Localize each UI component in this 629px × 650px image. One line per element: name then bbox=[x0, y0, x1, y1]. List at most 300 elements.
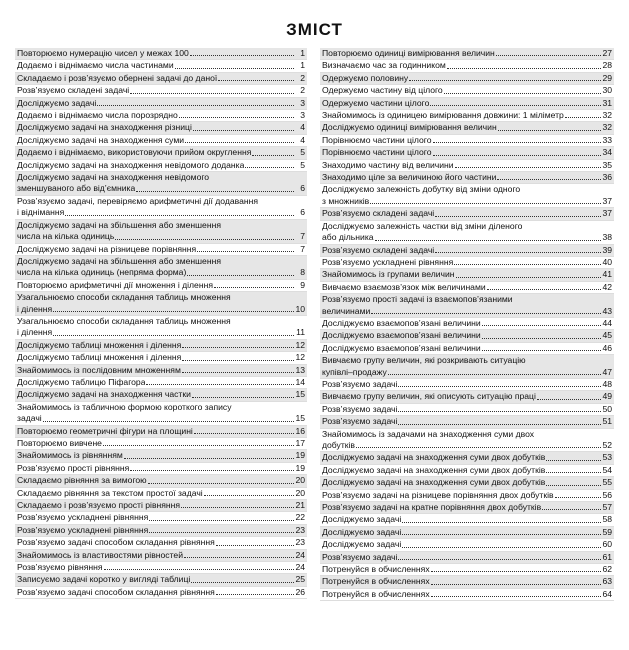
toc-entry-title: Додаємо і віднімаємо числа частинами bbox=[17, 60, 174, 71]
toc-entry-title: Знайомимось із табличною формою короткого запису bbox=[17, 401, 232, 412]
toc-entry-title: Досліджуємо задачі bbox=[322, 514, 402, 525]
toc-entry-title: Порівнюємо частини цілого bbox=[322, 134, 432, 145]
dot-leader bbox=[204, 494, 294, 496]
toc-entry-title: числа на кілька одиниць (непряма форма) bbox=[17, 267, 187, 278]
toc-page-number: 60 bbox=[602, 539, 612, 550]
toc-entry bbox=[320, 589, 614, 601]
toc-entry-title: Додаємо і віднімаємо числа порозрядно bbox=[17, 110, 178, 121]
toc-entry bbox=[320, 355, 614, 379]
toc-entry bbox=[320, 391, 614, 403]
toc-page-number: 37 bbox=[602, 208, 612, 219]
toc-entry bbox=[320, 576, 614, 588]
dot-leader bbox=[214, 286, 294, 288]
dot-leader bbox=[546, 471, 601, 473]
toc-entry-title: добутків bbox=[322, 440, 355, 450]
toc-entry-title: задачі bbox=[17, 413, 42, 424]
dot-leader bbox=[187, 274, 294, 276]
toc-page-number: 10 bbox=[295, 303, 305, 314]
toc-entry-title: Складаємо рівняння за текстом простої задачі bbox=[17, 487, 203, 498]
toc-entry-title: Досліджуємо таблиці множення і ділення bbox=[17, 339, 182, 350]
toc-page-number: 15 bbox=[295, 389, 305, 400]
toc-entry bbox=[320, 343, 614, 355]
dot-leader bbox=[184, 556, 294, 558]
toc-entry-title: Досліджуємо задачі на знаходження невідомого доданка bbox=[17, 159, 245, 170]
toc-entry-title: Досліджуємо задачі на збільшення або зменшення bbox=[17, 255, 221, 266]
toc-page-number: 6 bbox=[300, 207, 305, 218]
toc-entry bbox=[320, 404, 614, 416]
dot-leader bbox=[555, 496, 601, 498]
toc-entry bbox=[15, 60, 307, 72]
toc-entry-title: Знаходимо ціле за величиною його частини bbox=[322, 172, 497, 183]
dot-leader bbox=[447, 67, 601, 69]
toc-entry bbox=[320, 477, 614, 489]
toc-entry bbox=[320, 452, 614, 464]
dot-leader bbox=[402, 546, 601, 548]
toc-page-number: 64 bbox=[602, 588, 612, 599]
dot-leader bbox=[371, 312, 601, 314]
dot-leader bbox=[444, 92, 601, 94]
toc-entry bbox=[320, 269, 614, 281]
toc-entry-title: Розв’язуємо складені задачі bbox=[17, 85, 130, 96]
toc-entry-title: Знайомимось із задачами на знаходження суми двох bbox=[322, 428, 535, 439]
toc-page-number: 53 bbox=[602, 452, 612, 463]
dot-leader bbox=[130, 469, 294, 471]
toc-entry bbox=[15, 525, 307, 537]
toc-entry-title: Повторюємо геометричні фігури на площині bbox=[17, 425, 193, 436]
toc-page-number: 12 bbox=[295, 352, 305, 363]
toc-page-number: 27 bbox=[602, 48, 612, 58]
dot-leader bbox=[388, 373, 601, 375]
toc-entry-title: Знайомимось із послідовним множенням bbox=[17, 364, 181, 375]
toc-page-number: 58 bbox=[602, 514, 612, 525]
dot-leader bbox=[398, 385, 601, 387]
toc-entry-title: Розв’язуємо прості задачі із взаємопов’язаними bbox=[322, 294, 513, 305]
toc-entry bbox=[15, 377, 307, 389]
toc-entry-title: Досліджуємо задачі на різницеве порівняння bbox=[17, 243, 197, 254]
dot-leader bbox=[194, 432, 294, 434]
toc-entry bbox=[15, 389, 307, 401]
toc-page-number: 2 bbox=[300, 85, 305, 96]
toc-entry bbox=[15, 488, 307, 500]
toc-page-number: 1 bbox=[300, 48, 305, 58]
toc-page-number: 59 bbox=[602, 526, 612, 537]
toc-page-number: 56 bbox=[602, 489, 612, 500]
toc-page-number: 41 bbox=[602, 269, 612, 280]
dot-leader bbox=[216, 544, 294, 546]
toc-entry bbox=[15, 110, 307, 122]
toc-page-number: 29 bbox=[602, 72, 612, 83]
toc-page-number: 33 bbox=[602, 134, 612, 145]
toc-entry bbox=[15, 475, 307, 487]
toc-entry-title: Знайомимось із групами величин bbox=[322, 269, 455, 280]
toc-entry-title: і ділення bbox=[17, 303, 53, 314]
toc-page-number: 54 bbox=[602, 464, 612, 475]
toc-entry-title: Досліджуємо одиниці вимірювання величин bbox=[322, 122, 497, 133]
toc-page-number: 2 bbox=[300, 72, 305, 83]
toc-entry bbox=[320, 73, 614, 85]
toc-entry-title: Досліджуємо залежність добутку від зміни одного bbox=[322, 184, 521, 195]
toc-page-number: 21 bbox=[295, 500, 305, 511]
toc-page-number: 32 bbox=[602, 110, 612, 121]
dot-leader bbox=[115, 238, 294, 240]
toc-entry-title: Потренуйся в обчисленнях bbox=[322, 576, 430, 587]
toc-entry bbox=[320, 564, 614, 576]
toc-entry-title: і віднімання bbox=[17, 207, 65, 218]
toc-entry-title: Одержуємо частину від цілого bbox=[322, 85, 443, 96]
toc-page-number: 45 bbox=[602, 330, 612, 341]
toc-entry-title: Узагальнюємо способи складання таблиць множення bbox=[17, 315, 231, 326]
toc-entry bbox=[15, 256, 307, 280]
toc-page-number: 35 bbox=[602, 159, 612, 170]
toc-column-right bbox=[320, 48, 614, 601]
toc-entry-title: Потренуйся в обчисленнях bbox=[322, 564, 430, 575]
toc-entry-title: Повторюємо арифметичні дії множення і ділення bbox=[17, 279, 213, 290]
dot-leader bbox=[181, 506, 294, 508]
toc-entry-title: купівлі–продажу bbox=[322, 366, 387, 377]
toc-page-number: 4 bbox=[300, 122, 305, 133]
toc-entry bbox=[15, 365, 307, 377]
dot-leader bbox=[175, 67, 294, 69]
toc-entry bbox=[15, 426, 307, 438]
toc-entry bbox=[320, 294, 614, 318]
toc-entry bbox=[15, 85, 307, 97]
toc-entry-title: Одержуємо половину bbox=[322, 72, 409, 83]
dot-leader bbox=[103, 444, 294, 446]
toc-entry bbox=[320, 245, 614, 257]
toc-page-number: 20 bbox=[295, 475, 305, 486]
dot-leader bbox=[482, 337, 601, 339]
toc-page-number: 34 bbox=[602, 147, 612, 158]
toc-entry bbox=[15, 512, 307, 524]
toc-entry bbox=[15, 500, 307, 512]
toc-page-number: 37 bbox=[602, 195, 612, 206]
toc-entry-title: Досліджуємо взаємопов’язані величини bbox=[322, 330, 481, 341]
toc-entry bbox=[320, 172, 614, 184]
toc-entry-title: Розв’язуємо задачі bbox=[322, 551, 398, 562]
toc-entry bbox=[320, 122, 614, 134]
dot-leader bbox=[97, 104, 294, 106]
dot-leader bbox=[542, 508, 601, 510]
dot-leader bbox=[53, 334, 294, 336]
toc-entry bbox=[15, 292, 307, 316]
toc-entry bbox=[15, 48, 307, 60]
toc-entry bbox=[320, 539, 614, 551]
dot-leader bbox=[435, 215, 601, 217]
toc-page-number: 4 bbox=[300, 134, 305, 145]
toc-column-left bbox=[15, 48, 307, 599]
toc-page-number: 12 bbox=[295, 339, 305, 350]
toc-page-number: 39 bbox=[602, 244, 612, 255]
dot-leader bbox=[482, 349, 601, 351]
dot-leader bbox=[454, 263, 601, 265]
toc-entry-title: Знайомимось із властивостями рівностей bbox=[17, 549, 184, 560]
toc-entry bbox=[320, 160, 614, 172]
toc-page-number: 49 bbox=[602, 391, 612, 402]
toc-entry-title: Повторюємо вивчене bbox=[17, 438, 102, 448]
toc-entry-title: Розв’язуємо задачі способом складання рівняння bbox=[17, 586, 215, 597]
toc-page-number: 38 bbox=[602, 232, 612, 243]
toc-entry bbox=[320, 502, 614, 514]
toc-entry bbox=[320, 60, 614, 72]
dot-leader bbox=[398, 423, 601, 425]
toc-page-number: 3 bbox=[300, 97, 305, 108]
toc-entry-title: Досліджуємо таблиці множення і ділення bbox=[17, 352, 182, 363]
dot-leader bbox=[245, 166, 294, 168]
toc-entry-title: Досліджуємо задачі на знаходження невідомого bbox=[17, 172, 210, 183]
dot-leader bbox=[431, 583, 601, 585]
toc-page-number: 31 bbox=[602, 97, 612, 108]
toc-entry bbox=[320, 490, 614, 502]
toc-page-number: 8 bbox=[300, 267, 305, 278]
toc-page-number: 47 bbox=[602, 366, 612, 377]
toc-entry bbox=[15, 402, 307, 426]
toc-entry-title: Потренуйся в обчисленнях bbox=[322, 588, 430, 599]
toc-page-number: 24 bbox=[295, 562, 305, 573]
toc-entry-title: величинами bbox=[322, 305, 371, 316]
toc-entry bbox=[15, 463, 307, 475]
toc-entry-title: Досліджуємо задачі на знаходження різниці bbox=[17, 122, 192, 133]
toc-page-number: 25 bbox=[295, 574, 305, 585]
toc-page-number: 5 bbox=[300, 159, 305, 170]
toc-entry-title: Розв’язуємо прості рівняння bbox=[17, 462, 130, 473]
dot-leader bbox=[402, 533, 601, 535]
toc-entry bbox=[15, 587, 307, 599]
toc-page-number: 57 bbox=[602, 502, 612, 513]
toc-page-number: 14 bbox=[295, 376, 305, 387]
toc-page-number: 23 bbox=[295, 537, 305, 548]
toc-page-number: 40 bbox=[602, 256, 612, 267]
toc-page-number: 3 bbox=[300, 110, 305, 121]
toc-page-number: 61 bbox=[602, 551, 612, 562]
dot-leader bbox=[193, 129, 294, 131]
toc-page-number: 52 bbox=[602, 440, 612, 450]
dot-leader bbox=[191, 581, 294, 583]
page-title: ЗМІСТ bbox=[286, 20, 343, 39]
toc-page-number: 9 bbox=[300, 279, 305, 290]
toc-page-number: 48 bbox=[602, 378, 612, 389]
toc-entry-title: Знайомимось із одиницею вимірювання довжини: 1 міліметр bbox=[322, 110, 564, 121]
dot-leader bbox=[182, 346, 294, 348]
dot-leader bbox=[565, 116, 601, 118]
dot-leader bbox=[433, 141, 601, 143]
toc-entry bbox=[320, 429, 614, 453]
dot-leader bbox=[146, 383, 294, 385]
dot-leader bbox=[546, 459, 601, 461]
dot-leader bbox=[197, 250, 294, 252]
toc-entry bbox=[320, 48, 614, 60]
toc-entry bbox=[15, 316, 307, 340]
toc-entry-title: Досліджуємо задачі на збільшення або зменшення bbox=[17, 219, 221, 230]
dot-leader bbox=[130, 92, 294, 94]
toc-entry-title: зменшуваного або від’ємника bbox=[17, 183, 136, 194]
toc-entry-title: або дільника bbox=[322, 232, 374, 243]
dot-leader bbox=[370, 202, 601, 204]
toc-entry-title: Розв’язуємо задачі на різницеве порівняння двох добутків bbox=[322, 489, 554, 500]
toc-entry-title: Складаємо і розв’язуємо прості рівняння bbox=[17, 500, 181, 511]
toc-page-number: 5 bbox=[300, 147, 305, 158]
toc-entry-title: Знайомимось із рівнянням bbox=[17, 450, 123, 461]
toc-entry-title: Розв’язуємо задачі bbox=[322, 416, 398, 427]
toc-entry-title: Вивчаємо групу величин, які розкривають ситуацію bbox=[322, 355, 526, 366]
toc-entry-title: Записуємо задачі коротко у вигляді таблиці bbox=[17, 574, 191, 585]
toc-page-number: 44 bbox=[602, 317, 612, 328]
toc-entry bbox=[320, 282, 614, 294]
dot-leader bbox=[190, 54, 294, 56]
toc-entry-title: Розв’язуємо задачі способом складання рівняння bbox=[17, 537, 215, 548]
dot-leader bbox=[356, 446, 601, 448]
toc-entry-title: Розв’язуємо задачі bbox=[322, 403, 398, 414]
toc-entry-title: Досліджуємо задачі bbox=[322, 526, 402, 537]
toc-entry bbox=[320, 552, 614, 564]
dot-leader bbox=[149, 519, 294, 521]
toc-entry-title: Складаємо рівняння за вимогою bbox=[17, 475, 147, 486]
toc-entry bbox=[15, 172, 307, 196]
dot-leader bbox=[498, 129, 601, 131]
dot-leader bbox=[431, 595, 601, 597]
toc-entry bbox=[320, 330, 614, 342]
toc-entry-title: Досліджуємо задачі bbox=[322, 539, 402, 550]
toc-entry bbox=[320, 257, 614, 269]
toc-page-number: 46 bbox=[602, 342, 612, 353]
toc-entry bbox=[15, 537, 307, 549]
toc-entry bbox=[15, 550, 307, 562]
dot-leader bbox=[148, 482, 294, 484]
toc-entry bbox=[15, 122, 307, 134]
toc-entry-title: Розв’язуємо складені задачі bbox=[322, 244, 435, 255]
toc-entry bbox=[15, 73, 307, 85]
dot-leader bbox=[182, 371, 294, 373]
dot-leader bbox=[431, 570, 601, 572]
toc-entry bbox=[15, 196, 307, 220]
toc-entry-title: Повторюємо нумерацію чисел у межах 100 bbox=[17, 48, 189, 58]
toc-entry-title: Розв’язуємо рівняння bbox=[17, 562, 103, 573]
toc-entry-title: Розв’язуємо задачі на кратне порівняння двох добутків bbox=[322, 502, 542, 513]
toc-entry bbox=[320, 379, 614, 391]
toc-page-number: 1 bbox=[300, 60, 305, 71]
toc-page-number: 42 bbox=[602, 281, 612, 292]
toc-entry-title: Досліджуємо задачі на знаходження суми двох добутків bbox=[322, 464, 546, 475]
toc-page-number: 16 bbox=[295, 425, 305, 436]
dot-leader bbox=[409, 79, 601, 81]
toc-entry bbox=[320, 110, 614, 122]
toc-page-number: 22 bbox=[295, 512, 305, 523]
dot-leader bbox=[182, 359, 294, 361]
toc-page-number: 43 bbox=[602, 305, 612, 316]
toc-entry-title: Одержуємо частини цілого bbox=[322, 97, 430, 108]
toc-entry bbox=[15, 147, 307, 159]
toc-page-number: 11 bbox=[296, 327, 305, 338]
toc-entry-title: Розв’язуємо ускладнені рівняння bbox=[322, 256, 454, 267]
toc-entry-title: Складаємо і розв’язуємо обернені задачі до даної bbox=[17, 72, 218, 83]
toc-entry-title: Досліджуємо залежність частки від зміни діленого bbox=[322, 220, 523, 231]
toc-page-number: 13 bbox=[295, 364, 305, 375]
toc-entry-title: Розв’язуємо задачі bbox=[322, 378, 398, 389]
toc-page-number: 19 bbox=[295, 462, 305, 473]
toc-entry bbox=[320, 514, 614, 526]
toc-entry-title: Досліджуємо задачі на знаходження частки bbox=[17, 389, 191, 400]
toc-page-number: 55 bbox=[602, 477, 612, 488]
toc-page-number: 50 bbox=[602, 403, 612, 414]
toc-entry bbox=[15, 244, 307, 256]
toc-entry-title: Досліджуємо задачі bbox=[17, 97, 97, 108]
toc-page-number: 7 bbox=[300, 243, 305, 254]
toc-page-number: 24 bbox=[295, 549, 305, 560]
toc-entry-title: Повторюємо одиниці вимірювання величин bbox=[322, 48, 495, 58]
toc-entry-title: Досліджуємо взаємопов’язані величини bbox=[322, 342, 481, 353]
dot-leader bbox=[402, 521, 601, 523]
dot-leader bbox=[136, 190, 294, 192]
toc-entry-title: Додаємо і віднімаємо, використовуючи прийом округлення bbox=[17, 147, 252, 158]
dot-leader bbox=[456, 276, 601, 278]
toc-entry-title: Визначаємо час за годинником bbox=[322, 60, 446, 71]
toc-page-number: 17 bbox=[295, 438, 305, 448]
dot-leader bbox=[216, 593, 294, 595]
toc-entry bbox=[15, 450, 307, 462]
toc-page-number: 62 bbox=[602, 564, 612, 575]
toc-page-number: 30 bbox=[602, 85, 612, 96]
toc-page-number: 63 bbox=[602, 576, 612, 587]
toc-entry-title: Знаходимо частину від величини bbox=[322, 159, 454, 170]
dot-leader bbox=[375, 239, 601, 241]
toc-entry bbox=[320, 527, 614, 539]
toc-entry bbox=[15, 160, 307, 172]
toc-entry-title: Порівнюємо частини цілого bbox=[322, 147, 432, 158]
toc-entry-title: з множників bbox=[322, 195, 370, 206]
dot-leader bbox=[218, 79, 294, 81]
toc-entry bbox=[15, 574, 307, 586]
toc-entry bbox=[15, 562, 307, 574]
dot-leader bbox=[546, 484, 601, 486]
dot-leader bbox=[398, 558, 601, 560]
dot-leader bbox=[65, 214, 294, 216]
toc-entry bbox=[320, 318, 614, 330]
dot-leader bbox=[435, 251, 601, 253]
toc-entry bbox=[320, 465, 614, 477]
dot-leader bbox=[482, 324, 601, 326]
toc-entry-title: Досліджуємо задачі на знаходження суми двох добутків bbox=[322, 477, 546, 488]
toc-entry bbox=[15, 135, 307, 147]
toc-entry bbox=[320, 147, 614, 159]
dot-leader bbox=[430, 104, 601, 106]
toc-page-number: 26 bbox=[295, 586, 305, 597]
toc-entry-title: числа на кілька одиниць bbox=[17, 231, 115, 242]
toc-entry bbox=[320, 221, 614, 245]
toc-entry bbox=[320, 98, 614, 110]
toc-entry bbox=[15, 220, 307, 244]
dot-leader bbox=[537, 398, 601, 400]
toc-entry-title: Узагальнюємо способи складання таблиць множення bbox=[17, 292, 231, 303]
toc-page-number: 20 bbox=[295, 487, 305, 498]
dot-leader bbox=[149, 531, 294, 533]
toc-page-number: 6 bbox=[300, 183, 305, 194]
dot-leader bbox=[43, 420, 294, 422]
dot-leader bbox=[433, 154, 601, 156]
toc-entry bbox=[15, 340, 307, 352]
dot-leader bbox=[124, 457, 294, 459]
dot-leader bbox=[487, 288, 601, 290]
toc-entry bbox=[320, 85, 614, 97]
toc-entry-title: Досліджуємо задачі на знаходження суми двох добутків bbox=[322, 452, 546, 463]
toc-entry-title: Розв’язуємо задачі, перевіряємо арифметичні дії додавання bbox=[17, 195, 259, 206]
toc-entry-title: Розв’язуємо ускладнені рівняння bbox=[17, 524, 149, 535]
toc-page-number: 7 bbox=[300, 231, 305, 242]
toc-entry bbox=[320, 135, 614, 147]
toc-entry-title: Досліджуємо таблицю Піфагора bbox=[17, 376, 146, 387]
toc-entry-title: Досліджуємо взаємопов’язані величини bbox=[322, 317, 481, 328]
toc-page-number: 36 bbox=[602, 172, 612, 183]
dot-leader bbox=[252, 154, 294, 156]
toc-entry-title: Розв’язуємо складені задачі bbox=[322, 208, 435, 219]
